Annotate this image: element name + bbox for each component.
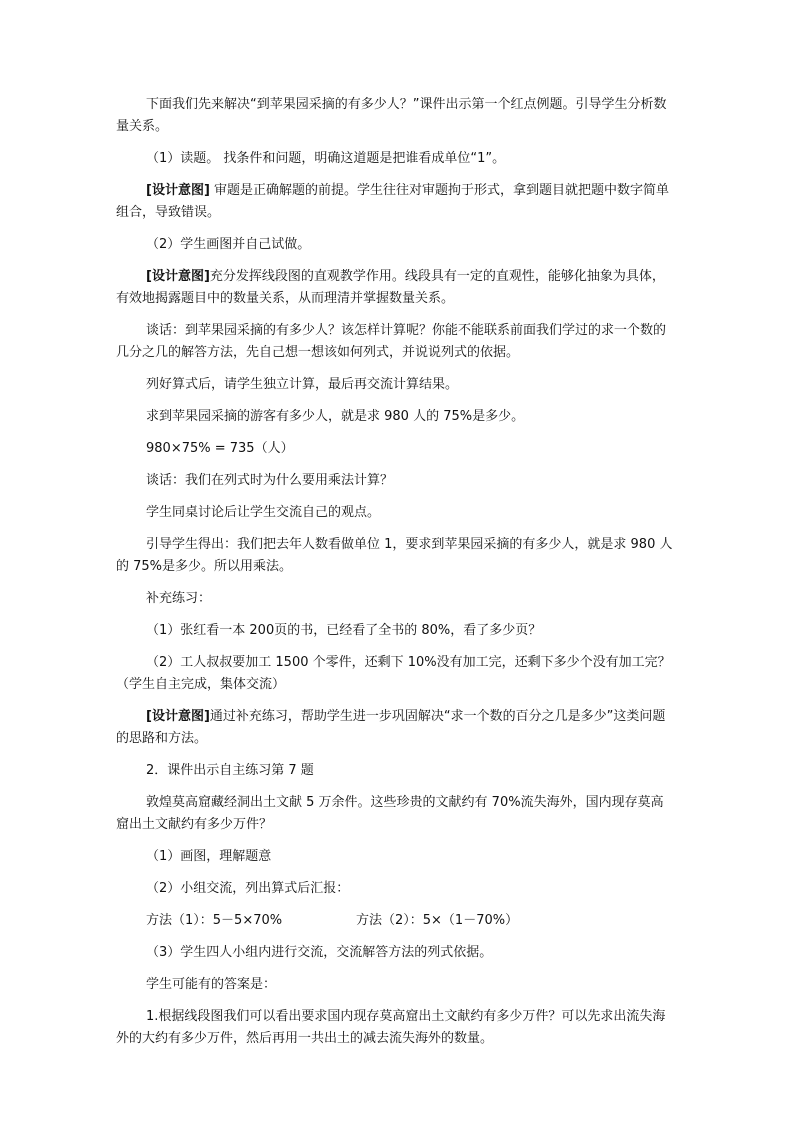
paragraph-equation: 980×75% = 735（人） <box>146 441 294 456</box>
paragraph-design-intent-2 <box>116 266 676 310</box>
methods-row <box>116 910 676 932</box>
design-intent-tag: [设计意图] <box>146 269 210 284</box>
design-intent-tag: [设计意图] <box>146 709 210 724</box>
paragraph-extra-practice-title: 补充练习： <box>146 591 212 606</box>
design-intent-text: 通过补充练习，帮助学生进一步巩固解决“求一个数的百分之几是多少”这类问题的思路和方法。 <box>116 709 666 746</box>
paragraph-mogao-step-1: （1）画图，理解题意 <box>146 849 272 864</box>
paragraph-discussion: 学生同桌讨论后让学生交流自己的观点。 <box>146 505 381 520</box>
paragraph-intro: 下面我们先来解决“到苹果园采摘的有多少人？”课件出示第一个红点例题。引导学生分析数量关系。 <box>116 97 667 134</box>
paragraph-possible-answers: 学生可能有的答案是： <box>146 977 277 992</box>
paragraph-talk-1: 谈话：到苹果园采摘的有多少人？该怎样计算呢？你能不能联系前面我们学过的求一个数的几分之几的解答方法，先自己想一想该如何列式，并说说列式的依据。 <box>116 323 667 360</box>
paragraph-extra-practice-1: （1）张红看一本 200页的书，已经看了全书的 80%，看了多少页？ <box>146 623 542 638</box>
paragraph-step-1: （1）读题。 找条件和问题，明确这道题是把谁看成单位“1”。 <box>146 151 506 166</box>
method-2: 方法（2）：5×（1－70%） <box>356 913 519 928</box>
paragraph-exercise-heading: 2．课件出示自主练习第 7 题 <box>146 763 314 778</box>
design-intent-tag: [设计意图] <box>146 183 210 198</box>
paragraph-design-intent-1 <box>116 180 676 224</box>
paragraph-mogao-step-2: （2）小组交流，列出算式后汇报： <box>146 881 350 896</box>
paragraph-step-2: （2）学生画图并自己试做。 <box>146 237 311 252</box>
paragraph-answer-1: 1.根据线段图我们可以看出要求国内现存莫高窟出土文献约有多少万件？可以先求出流失海外的大约有多少万件，然后再用一共出土的减去流失海外的数量。 <box>116 1009 666 1046</box>
paragraph-explanation: 求到苹果园采摘的游客有多少人，就是求 980 人的 75%是多少。 <box>146 409 525 424</box>
paragraph-calc-instruction: 列好算式后，请学生独立计算，最后再交流计算结果。 <box>146 377 459 392</box>
paragraph-mogao-step-3: （3）学生四人小组内进行交流，交流解答方法的列式依据。 <box>146 945 493 960</box>
design-intent-text: 审题是正确解题的前提。学生往往对审题拘于形式，拿到题目就把题中数字简单组合，导致错误。 <box>116 183 670 220</box>
design-intent-text: 充分发挥线段图的直观教学作用。线段具有一定的直观性，能够化抽象为具体，有效地揭露题目中的数量关系，从而理清并掌握数量关系。 <box>116 269 665 306</box>
paragraph-mogao-problem: 敦煌莫高窟藏经洞出土文献 5 万余件。这些珍贵的文献约有 70%流失海外，国内现存莫高窟出土文献约有多少万件？ <box>116 795 664 832</box>
method-1: 方法（1）：5－5×70% <box>146 913 283 928</box>
paragraph-extra-practice-2: （2）工人叔叔要加工 1500 个零件，还剩下 10%没有加工完，还剩下多少个没有加工完？（学生自主完成，集体交流） <box>116 655 671 692</box>
paragraph-talk-2: 谈话：我们在列式时为什么要用乘法计算？ <box>146 473 394 488</box>
paragraph-design-intent-3 <box>116 706 676 750</box>
paragraph-conclusion: 引导学生得出：我们把去年人数看做单位 1，要求到苹果园采摘的有多少人，就是求 980 人的 75%是多少。所以用乘法。 <box>116 537 673 574</box>
document-body <box>116 94 676 1060</box>
